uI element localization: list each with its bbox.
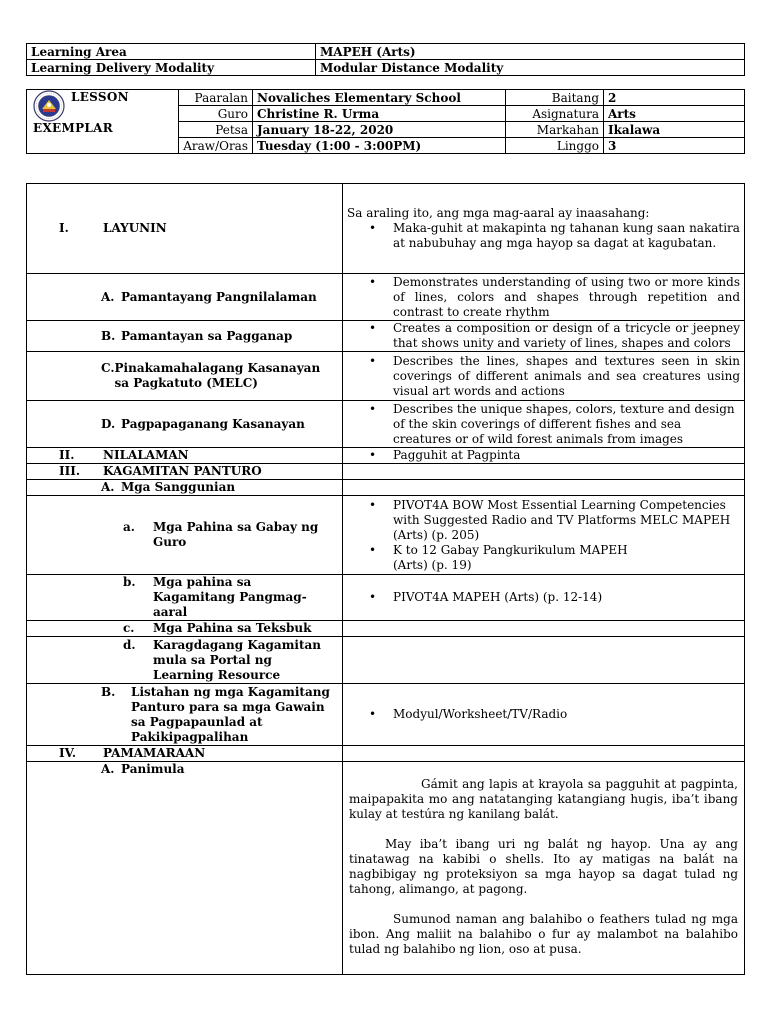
pagganap-label-cell xyxy=(27,321,343,352)
panimula-label-cell xyxy=(27,762,343,975)
listahan-label-cell xyxy=(27,684,343,746)
sanggunian-label-cell xyxy=(27,480,343,496)
modality-value: Modular Distance Modality xyxy=(316,60,745,76)
melc-label-cell xyxy=(27,352,343,401)
panimula-label: Panimula xyxy=(121,762,185,776)
karagdagan-label: Karagdagang Kagamitan mula sa Portal ng Learning Resource xyxy=(153,637,321,682)
exemplar-word: EXEMPLAR xyxy=(33,121,114,135)
linggo-label: Linggo xyxy=(506,138,604,154)
sanggunian-value-cell xyxy=(343,480,745,496)
pagpapaganang-value-cell xyxy=(343,401,745,448)
panimula-paragraph-2: May iba’t ibang uri ng balát ng hayop. Una ay ang tinatawag na kabibi o shells. Ito ay matigas na balát na nagbibigay ng proteksiyon sa mga hayop sa dagat tulad ng tahong, alimango, at pagong. xyxy=(349,837,738,896)
guro-pages-label: Mga Pahina sa Gabay ng Guro xyxy=(153,520,319,549)
item-letter: B. xyxy=(101,328,116,343)
guro-pages-ref-2: • K to 12 Gabay Pangkurikulum MAPEH (Arts) (p. 19) xyxy=(347,543,740,573)
listahan-label: Listahan ng mga Kagamitang Panturo para sa mga Gawain sa Pagpapaunlad at Pakikipagpalihan xyxy=(131,684,330,744)
linggo-value: 3 xyxy=(604,138,745,154)
kagamitan-value-cell xyxy=(343,464,745,480)
guro-label: Guro xyxy=(179,106,253,122)
guro-pages-value-cell xyxy=(343,496,745,575)
guro-value: Christine R. Urma xyxy=(253,106,506,122)
petsa-value: January 18-22, 2020 xyxy=(253,122,506,138)
asignatura-label: Asignatura xyxy=(506,106,604,122)
learning-area-value: MAPEH (Arts) xyxy=(316,44,745,60)
pamamaraan-label: PAMAMARAAN xyxy=(103,746,206,760)
araw-label: Araw/Oras xyxy=(179,138,253,154)
melc-value: • Describes the lines, shapes and textures seen in skin coverings of different animals and sea creatures using visual art words and actions xyxy=(347,354,740,399)
listahan-value-cell xyxy=(343,684,745,746)
panimula-value-cell xyxy=(343,762,745,975)
pagpapaganang-value: • Describes the unique shapes, colors, texture and design of the skin coverings of different fishes and sea creatures or of wild forest animals from images xyxy=(347,402,740,447)
pamamaraan-value-cell xyxy=(343,746,745,762)
layunin-bullet: • Maka-guhit at makapinta ng tahanan kung saan nakatira at nabubuhay ang mga hayop sa dagat at kagubatan. xyxy=(347,221,740,251)
teksbuk-label-cell xyxy=(27,621,343,637)
pagganap-value-cell xyxy=(343,321,745,352)
pagganap-value: • Creates a composition or design of a tricycle or jeepney that shows unity and variety of lines, shapes and colors xyxy=(347,321,740,351)
mag-aaral-label-cell xyxy=(27,575,343,621)
melc-label: Pinakamahalagang Kasanayan sa Pagkatuto (MELC) xyxy=(114,361,321,390)
pamantayang-value-cell xyxy=(343,274,745,321)
karagdagan-label-cell xyxy=(27,637,343,684)
section-number: IV. xyxy=(59,746,77,760)
petsa-label: Petsa xyxy=(179,122,253,138)
kagamitan-label-cell xyxy=(27,464,343,480)
item-letter: B. xyxy=(101,684,116,699)
araw-value: Tuesday (1:00 - 3:00PM) xyxy=(253,138,506,154)
pamantayang-label-cell xyxy=(27,274,343,321)
melc-value-cell xyxy=(343,352,745,401)
paaralan-value: Novaliches Elementary School xyxy=(253,90,506,106)
item-letter: A. xyxy=(101,762,115,776)
panimula-paragraph-3: Sumunod naman ang balahibo o feathers tulad ng mga ibon. Ang maliit na balahibo o fur ay malambot na balahibo tulad ng balahibo ng lion, oso at pusa. xyxy=(349,912,738,956)
item-letter: a. xyxy=(123,520,135,534)
pagpapaganang-label-cell xyxy=(27,401,343,448)
item-letter: C. xyxy=(101,361,115,375)
panimula-paragraph-1: Gámit ang lapis at krayola sa pagguhit at pagpinta, maipapakita mo ang natatanging katangiang hugis, iba’t ibang kulay at testúra ng kanilang balát. xyxy=(349,777,738,821)
learning-area-table xyxy=(26,43,745,76)
deped-seal-logo xyxy=(33,90,65,122)
markahan-value: Ikalawa xyxy=(604,122,745,138)
item-letter: c. xyxy=(123,621,135,635)
layunin-label: LAYUNIN xyxy=(103,221,167,235)
pagpapaganang-label: Pagpapaganang Kasanayan xyxy=(121,416,305,431)
layunin-intro: Sa araling ito, ang mga mag-aaral ay inaasahang: xyxy=(347,206,650,220)
paaralan-label: Paaralan xyxy=(179,90,253,106)
guro-pages-ref-1: • PIVOT4A BOW Most Essential Learning Competencies with Suggested Radio and TV Platforms MELC MAPEH (Arts) (p. 205) xyxy=(347,498,740,543)
item-letter: A. xyxy=(101,289,115,304)
nilalaman-label: NILALAMAN xyxy=(103,448,189,462)
kagamitan-label: KAGAMITAN PANTURO xyxy=(103,464,262,478)
sanggunian-label: Mga Sanggunian xyxy=(121,480,236,494)
section-number: III. xyxy=(59,464,81,478)
mag-aaral-label: Mga pahina sa Kagamitang Pangmag-aaral xyxy=(153,575,307,619)
layunin-value-cell xyxy=(343,184,745,274)
layunin-label-cell xyxy=(27,184,343,274)
layunin-number: I. xyxy=(59,221,69,235)
nilalaman-value: • Pagguhit at Pagpinta xyxy=(347,448,740,463)
listahan-value: • Modyul/Worksheet/TV/Radio xyxy=(347,707,740,722)
item-letter: A. xyxy=(101,480,115,494)
teksbuk-value-cell xyxy=(343,621,745,637)
lesson-header-table xyxy=(26,89,745,154)
pamantayang-pangnilalaman-label: Pamantayang Pangnilalaman xyxy=(121,289,317,304)
item-letter: b. xyxy=(123,575,136,589)
nilalaman-label-cell xyxy=(27,448,343,464)
pamamaraan-label-cell xyxy=(27,746,343,762)
item-letter: D. xyxy=(101,416,116,431)
markahan-label: Markahan xyxy=(506,122,604,138)
baitang-value: 2 xyxy=(604,90,745,106)
item-letter: d. xyxy=(123,637,136,652)
nilalaman-value-cell xyxy=(343,448,745,464)
lesson-plan-table xyxy=(26,183,745,975)
guro-pages-label-cell xyxy=(27,496,343,575)
karagdagan-value-cell xyxy=(343,637,745,684)
learning-area-label: Learning Area xyxy=(27,44,316,60)
baitang-label: Baitang xyxy=(506,90,604,106)
modality-label: Learning Delivery Modality xyxy=(27,60,316,76)
pamantayang-value: • Demonstrates understanding of using two or more kinds of lines, colors and shapes through repetition and contrast to create rhythm xyxy=(347,275,740,320)
pamantayan-pagganap-label: Pamantayan sa Pagganap xyxy=(121,328,293,343)
teksbuk-label: Mga Pahina sa Teksbuk xyxy=(153,621,312,635)
mag-aaral-value: • PIVOT4A MAPEH (Arts) (p. 12-14) xyxy=(347,590,740,605)
section-number: II. xyxy=(59,448,75,462)
lesson-word: LESSON xyxy=(71,90,129,104)
mag-aaral-value-cell xyxy=(343,575,745,621)
asignatura-value: Arts xyxy=(604,106,745,122)
